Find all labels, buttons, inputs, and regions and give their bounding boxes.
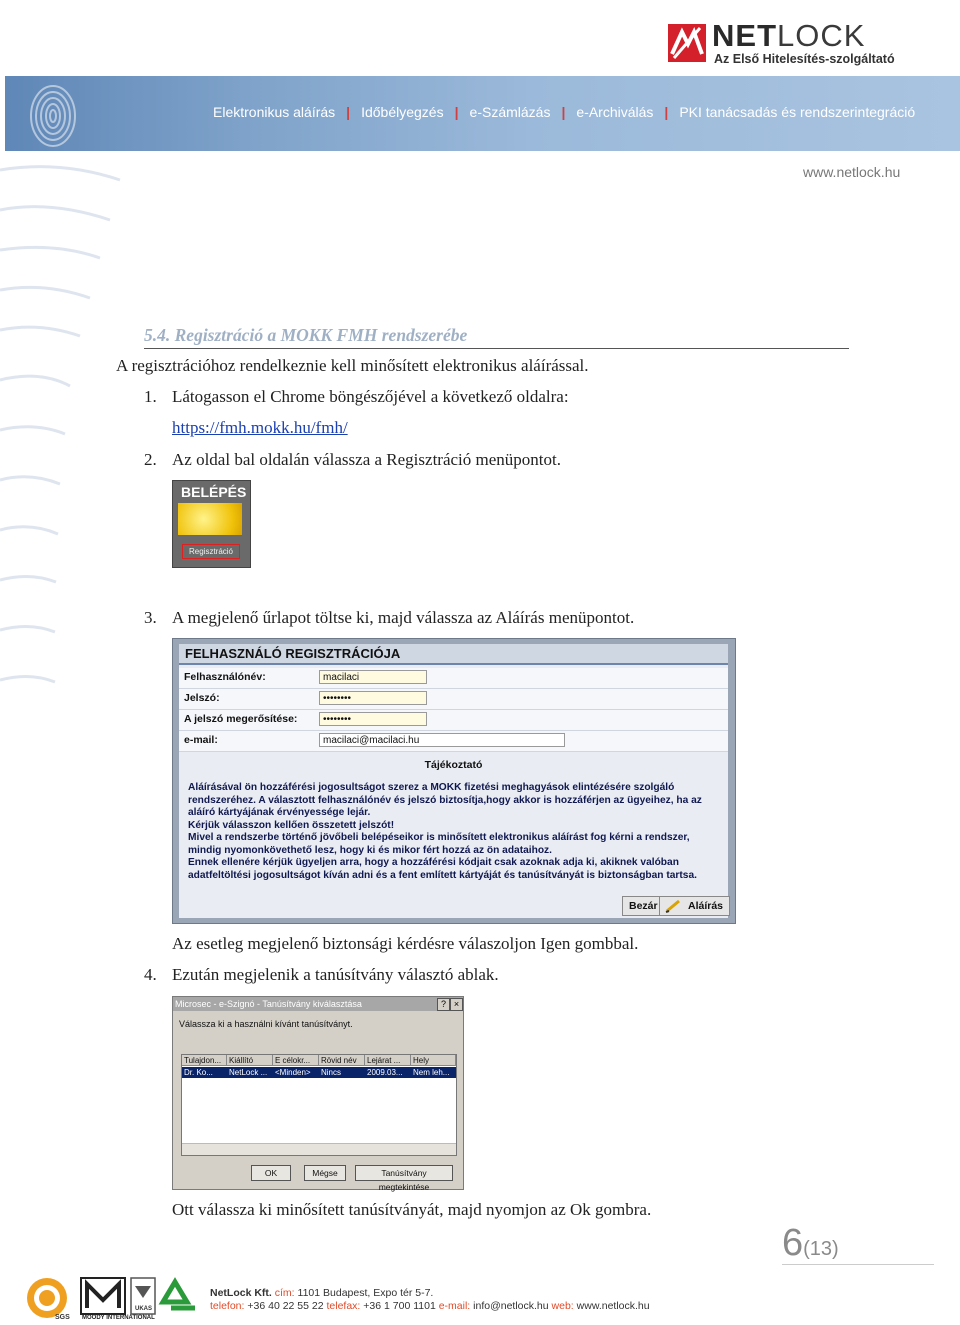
section-divider [144,348,849,349]
info-paragraph: Kérjük válasszon kellően összetett jelszót! [188,819,395,831]
info-text [188,782,723,882]
registration-form-screenshot [172,638,736,924]
table-cell: Nincs [321,1068,342,1077]
svg-text:UKAS: UKAS [135,1306,153,1312]
header-banner [5,76,960,151]
step-number: 4. [144,965,157,984]
closing-text: Ott válassza ki minősített tanúsítványát, majd nyomjon az Ok gombra. [172,1200,652,1219]
step-number: 3. [144,608,157,627]
dialog-prompt: Válassza ki a használni kívánt tanúsítványt. [179,1019,353,1029]
footer-address: 1101 Budapest, Expo tér 5-7. [297,1287,434,1299]
svg-text:SGS: SGS [55,1314,70,1321]
footer-contact [210,1287,650,1313]
certificate-dialog-screenshot [172,996,464,1190]
step-text: Ezután megjelenik a tanúsítvány választó ablak. [172,965,499,984]
table-cell: NetLock ... [229,1068,268,1077]
column-header: Tulajdon... [182,1055,227,1066]
logo-tagline: Az Első Hitelesítés-szolgáltató [714,52,895,66]
recycle-icon [163,1282,195,1308]
table-cell: Dr. Ko... [184,1068,213,1077]
dialog-title: Microsec - e-Szignó - Tanúsítvány kiválasztása [173,997,463,1011]
footer-line-1: NetLock Kft. cím: 1101 Budapest, Expo tér 5-7. [210,1287,434,1299]
nav-item-einvoice[interactable]: e-Számlázás [469,104,551,120]
footer-email[interactable]: info@netlock.hu [473,1300,549,1312]
step-number: 1. [144,387,157,406]
fmh-link[interactable]: https://fmh.mokk.hu/fmh/ [172,418,348,437]
sign-button: Aláírás [659,896,730,916]
step-number: 2. [144,450,157,469]
footer-web[interactable]: www.netlock.hu [576,1300,650,1312]
form-row [179,710,728,731]
field-label: Felhasználónév: [184,671,266,683]
close-button: Bezár [622,896,665,916]
header-nav: Elektronikus aláírás | Időbélyegzés | e-Számlázás | e-Archiválás | PKI tanácsadás és rendszerintegráció [213,104,916,120]
field-label: A jelszó megerősítése: [184,713,298,725]
field-label: e-mail: [184,734,218,746]
page-number-rule [782,1264,934,1265]
decorative-stripes [0,150,140,710]
step-text: A megjelenő űrlapot töltse ki, majd válassza az Aláírás menüpontot. [172,608,635,627]
ukas-logo-icon [131,1278,155,1314]
site-url[interactable]: www.netlock.hu [803,164,901,180]
username-field: macilaci [319,670,427,684]
page-current: 6 [782,1222,804,1264]
certification-logos [25,1272,210,1322]
form-row [179,689,728,710]
column-header: Hely [411,1055,456,1066]
info-paragraph: Ennek ellenére kérjük ügyeljen arra, hogy a hozzáférési kódjait csak azoknak adja ki, akiknek valóban adatfeltöltési jogosultságot kíván adni és a fent említett kártyáját és tanúsítványát is biztonságban tartsa. [188,857,697,881]
nav-item-timestamp[interactable]: Időbélyegzés [361,104,444,120]
intro-text: A regisztrációhoz rendelkeznie kell minősített elektronikus aláírással. [116,356,589,375]
ok-button: OK [251,1165,291,1181]
sgs-logo-icon [27,1278,70,1321]
page-number [782,1222,839,1265]
page-total: (13) [803,1238,839,1260]
certificate-row [182,1067,456,1078]
nav-item-pki[interactable]: PKI tanácsadás és rendszerintegráció [679,104,916,120]
field-label: Jelszó: [184,692,220,704]
info-title: Tájékoztató [424,759,483,771]
step-text: Az oldal bal oldalán válassza a Regisztráció menüpontot. [172,450,561,469]
svg-text:MOODY INTERNATIONAL: MOODY INTERNATIONAL [82,1315,155,1321]
column-header: Kiállító [227,1055,273,1066]
table-cell: <Minden> [275,1068,311,1077]
form-title: FELHASZNÁLÓ REGISZTRÁCIÓJA [179,644,728,664]
footer-company: NetLock Kft. [210,1287,272,1299]
login-box-screenshot [172,480,251,568]
column-header: Lejárat ... [365,1055,411,1066]
cancel-button: Mégse [304,1165,346,1181]
step-text: Látogasson el Chrome böngészőjével a következő oldalra: [172,387,569,406]
nav-item-earchive[interactable]: e-Archiválás [576,104,654,120]
form-row [179,668,728,689]
password-field: •••••••• [319,691,427,705]
horizontal-scrollbar [182,1143,456,1155]
info-paragraph: Mivel a rendszerbe történő jövőbeli belépéseikor is minősített elektronikus aláírást fog kérni a rendszer, mindig nyomonkövethető lesz, hogy ki és mikor fért hozzá az ön adataihoz. [188,832,690,856]
table-cell: 2009.03... [367,1068,403,1077]
netlock-logo-icon [668,24,706,62]
help-icon: ? [437,998,450,1011]
netlock-logo [668,18,913,68]
login-box-title: BELÉPÉS [181,484,247,500]
footer-phone: +36 40 22 55 22 [247,1300,324,1312]
column-header: E célokr... [273,1055,319,1066]
section-title: 5.4. Regisztráció a MOKK FMH rendszerébe [144,325,468,345]
nav-item-signature[interactable]: Elektronikus aláírás [213,104,336,120]
view-certificate-button: Tanúsítvány megtekintése [355,1165,453,1181]
login-box-image [178,503,242,535]
close-icon: × [450,998,463,1011]
pen-icon [665,899,683,913]
logo-wordmark: NETLOCK [712,18,866,53]
column-header: Rövid név [319,1055,365,1066]
registration-link: Regisztráció [182,544,240,559]
fingerprint-icon [23,80,77,148]
form-row [179,731,728,752]
footer-line-2: telefon: +36 40 22 55 22 telefax: +36 1 700 1101 e-mail: info@netlock.hu web: www.netlock.hu [210,1300,650,1312]
info-paragraph: Aláírásával ön hozzáférési jogosultságot szerez a MOKK fizetési meghagyások elintézésére szolgáló rendszeréhez. A választott felhasználónév és jelszó biztosítja,hogy akkor is hozzáférjen az ügyeihez, ha az aláíró kártyájának érvényessége lejár. [188,782,702,818]
email-field: macilaci@macilaci.hu [319,733,565,747]
table-cell: Nem leh... [413,1068,450,1077]
password-confirm-field: •••••••• [319,712,427,726]
certificate-list [181,1054,457,1156]
after-form-text: Az esetleg megjelenő biztonsági kérdésre válaszoljon Igen gombbal. [172,934,639,953]
footer-fax: +36 1 700 1101 [363,1300,436,1312]
